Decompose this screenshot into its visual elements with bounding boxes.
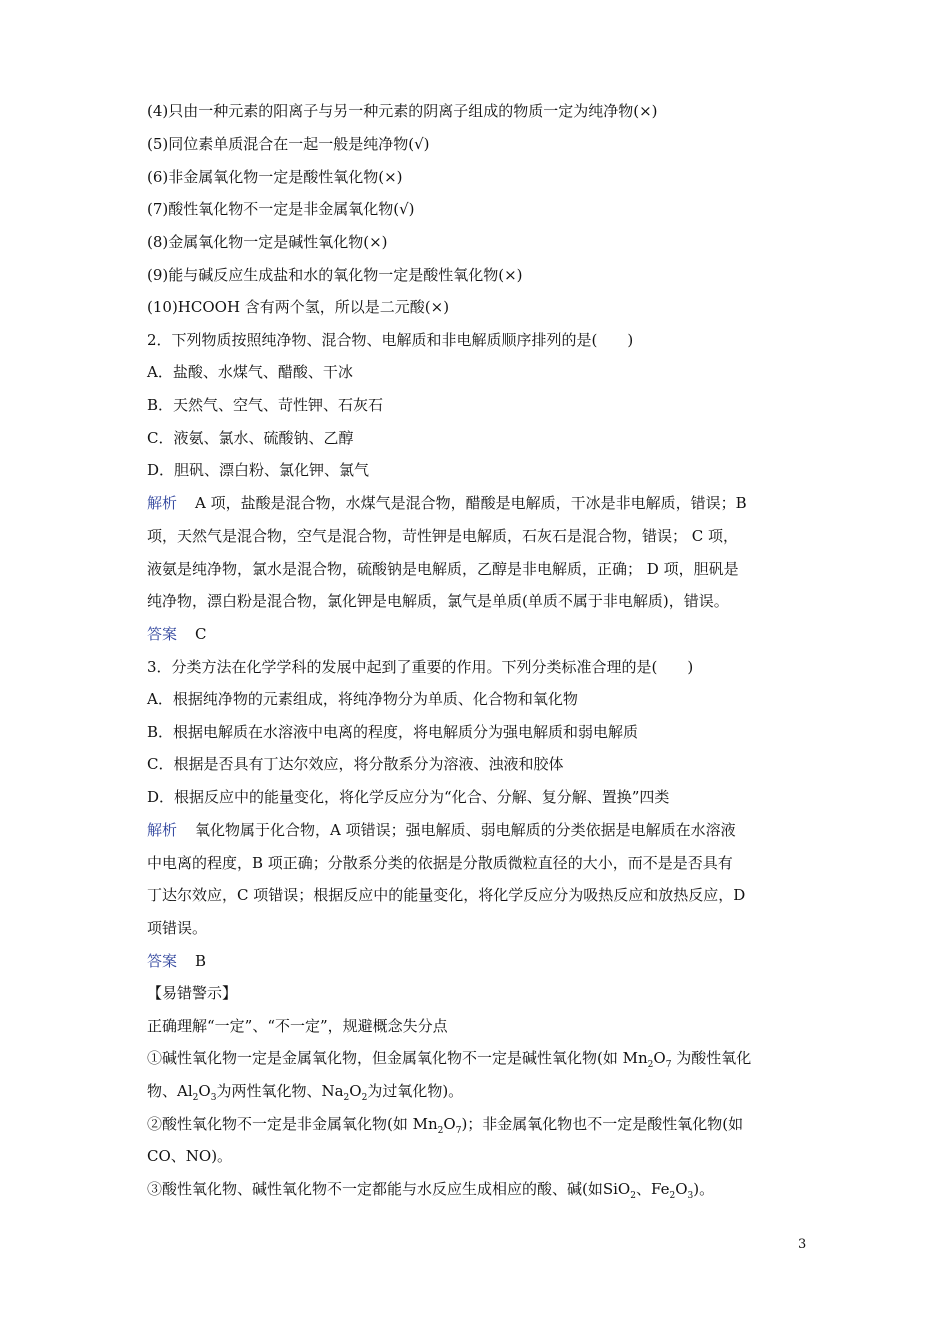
q3-answer: [147, 951, 809, 971]
q2-answer: [147, 624, 809, 644]
page-number: 3: [798, 1237, 807, 1252]
q2-option-d: D．胆矾、漂白粉、氯化钾、氯气: [147, 461, 370, 479]
q2-analysis-line-2: 项，天然气是混合物，空气是混合物，苛性钾是电解质，石灰石是混合物，错误； C 项，: [147, 527, 739, 545]
statement-10: (10)HCOOH 含有两个氢，所以是二元酸(×): [147, 298, 450, 316]
q3-option-d: D．根据反应中的能量变化，将化学反应分为“化合、分解、复分解、置换”四类: [147, 788, 670, 806]
q3-analysis-line-4: 项错误。: [147, 919, 208, 937]
warning-intro: 正确理解“一定”、“不一定”，规避概念失分点: [147, 1017, 448, 1035]
q2-option-c: C．液氨、氯水、硫酸钠、乙醇: [147, 429, 354, 447]
formula-fe2o3: $Fe_2O_3$: [650, 1180, 694, 1201]
q2-analysis-line-1: 解析 A 项，盐酸是混合物，水煤气是混合物，醋酸是电解质，干冰是非电解质，错误；B: [147, 494, 747, 512]
warning-point-1-line-1: ①碱性氧化物一定是金属氧化物，但金属氧化物不一定是碱性氧化物(如 $Mn_2O_7$ 为酸性氧化: [147, 1049, 752, 1070]
q3-option-a: A．根据纯净物的元素组成，将纯净物分为单质、化合物和氧化物: [147, 690, 578, 708]
warning-point-1-line-2: 物、$Al_2O_3$为两性氧化物、$Na_2O_2$为过氧化物)。: [147, 1082, 464, 1103]
q3-analysis-line-1: 解析 氧化物属于化合物，A 项错误；强电解质、弱电解质的分类依据是电解质在水溶液: [147, 821, 736, 839]
warning-point-2-line-2: CO、NO)。: [147, 1147, 233, 1165]
statement-9: (9)能与碱反应生成盐和水的氧化物一定是酸性氧化物(×): [147, 266, 523, 284]
statement-5: (5)同位素单质混合在一起一般是纯净物(√): [147, 135, 430, 153]
q2-option-a: A．盐酸、水煤气、醋酸、干冰: [147, 363, 353, 381]
q2-analysis-label: 解析: [147, 494, 178, 512]
q3-analysis-label: 解析: [147, 821, 178, 839]
q2-option-b: B．天然气、空气、苛性钾、石灰石: [147, 396, 384, 414]
q2-analysis-line-4: 纯净物，漂白粉是混合物，氯化钾是电解质，氯气是单质(单质不属于非电解质)，错误。: [147, 592, 729, 610]
formula-al2o3: $Al_2O_3$: [177, 1082, 217, 1103]
q2-answer-value: C: [195, 625, 207, 643]
warning-point-3: ③酸性氧化物、碱性氧化物不一定都能与水反应生成相应的酸、碱(如SiO$_2$、$Fe_2O_3$)。: [147, 1180, 715, 1201]
formula-na2o2: $Na_2O_2$: [321, 1082, 368, 1103]
q3-option-c: C．根据是否具有丁达尔效应，将分散系分为溶液、浊液和胶体: [147, 755, 564, 773]
formula-mn2o7-b: $Mn_2O_7$: [412, 1115, 462, 1136]
statement-6: (6)非金属氧化物一定是酸性氧化物(×): [147, 168, 403, 186]
q2-analysis-line-3: 液氨是纯净物，氯水是混合物，硫酸钠是电解质，乙醇是非电解质，正确； D 项，胆矾是: [147, 560, 739, 578]
q3-stem: 3．分类方法在化学学科的发展中起到了重要的作用。下列分类标准合理的是( ): [147, 658, 694, 676]
q3-analysis-line-2: 中电离的程度，B 项正确；分散系分类的依据是分散质微粒直径的大小，而不是是否具有: [147, 854, 733, 872]
warning-point-2-line-1: ②酸性氧化物不一定是非金属氧化物(如 $Mn_2O_7$)；非金属氧化物也不一定是酸性氧化物(如: [147, 1115, 744, 1136]
formula-sio2: SiO$_2$: [602, 1180, 636, 1201]
q3-answer-label: 答案: [147, 952, 178, 970]
q2-stem: 2．下列物质按照纯净物、混合物、电解质和非电解质顺序排列的是( ): [147, 331, 634, 349]
statement-8: (8)金属氧化物一定是碱性氧化物(×): [147, 233, 388, 251]
formula-mn2o7: $Mn_2O_7$: [622, 1049, 672, 1070]
q2-answer-label: 答案: [147, 625, 178, 643]
statement-4: (4)只由一种元素的阳离子与另一种元素的阴离子组成的物质一定为纯净物(×): [147, 102, 658, 120]
warning-title: 【易错警示】: [147, 984, 238, 1002]
statement-7: (7)酸性氧化物不一定是非金属氧化物(√): [147, 200, 415, 218]
q3-analysis-line-3: 丁达尔效应，C 项错误；根据反应中的能量变化，将化学反应分为吸热反应和放热反应，D: [147, 886, 746, 904]
q3-answer-value: B: [195, 952, 207, 970]
q3-option-b: B．根据电解质在水溶液中电离的程度，将电解质分为强电解质和弱电解质: [147, 723, 639, 741]
